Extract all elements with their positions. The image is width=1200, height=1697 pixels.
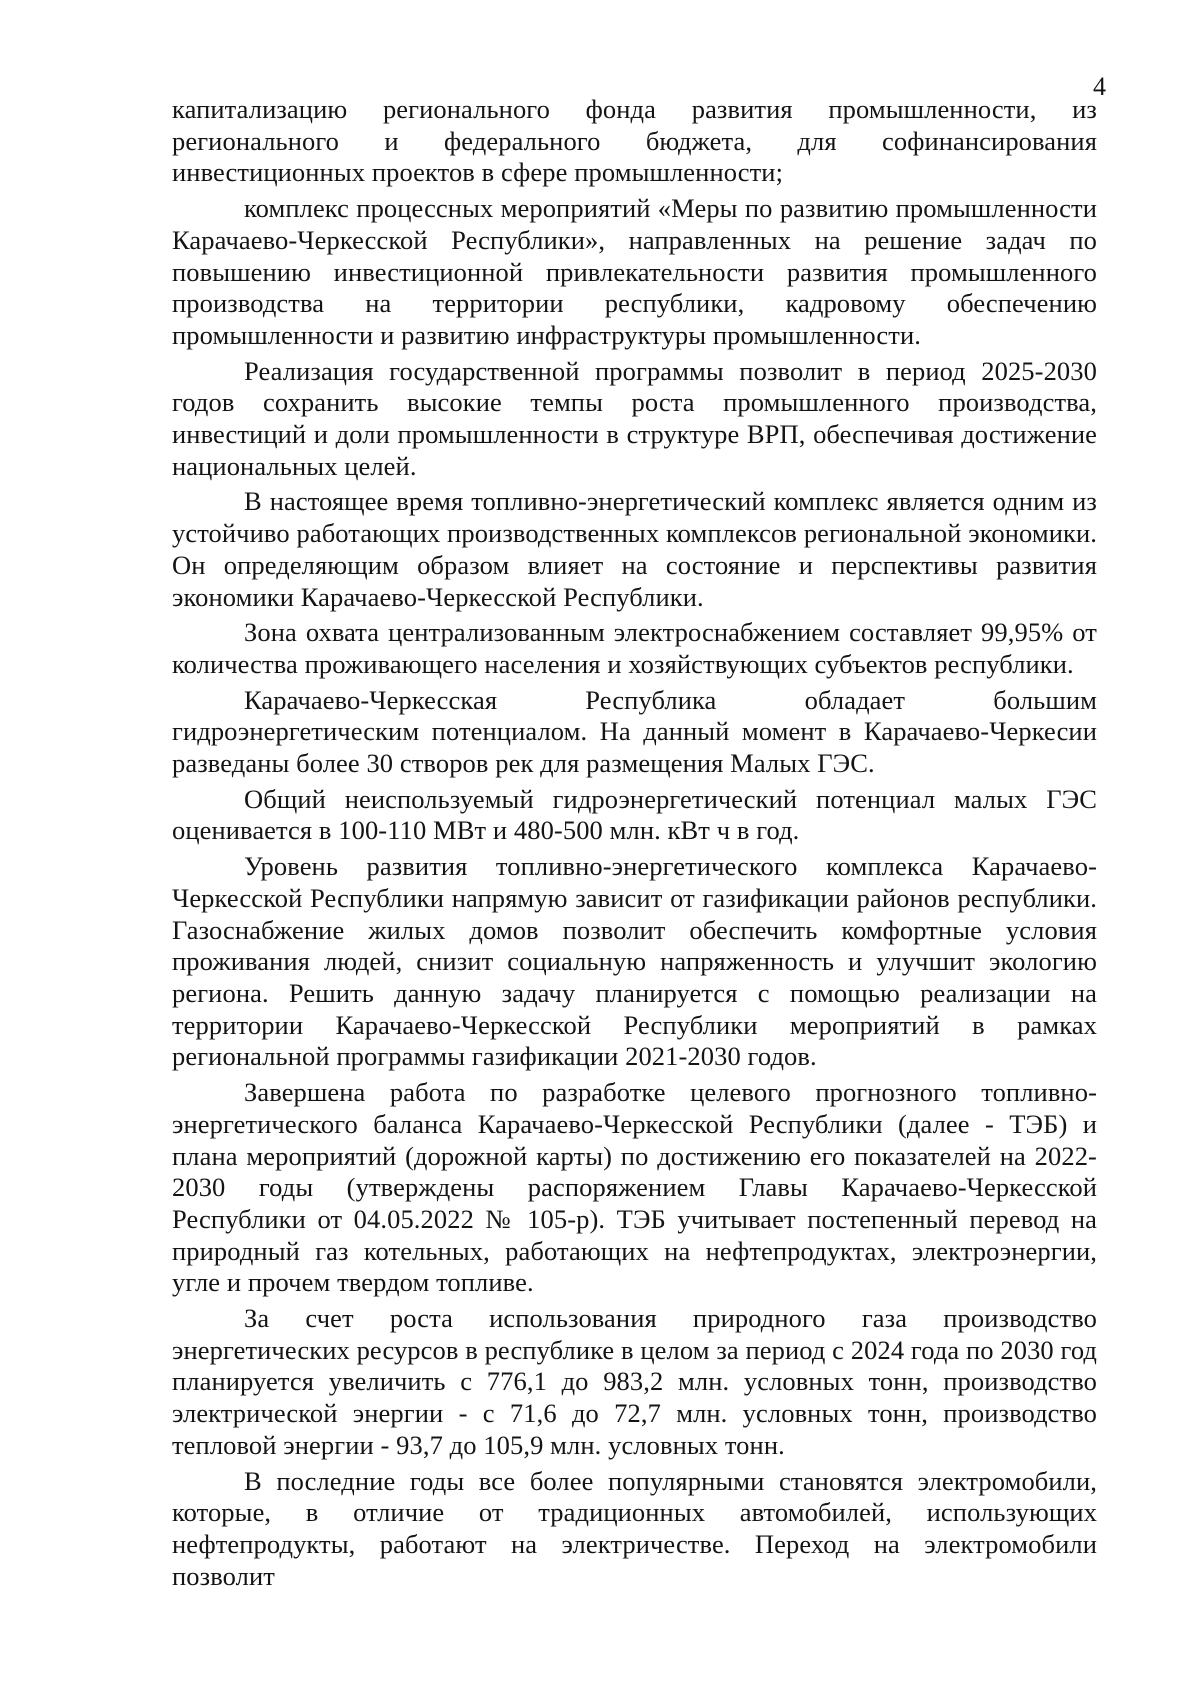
paragraph-hydro-potential: Карачаево-Черкесская Республика обладает большим гидроэнергетическим потенциалом. На данный момент в Карачаево-Черкесии разведаны более 30 створов рек для размещения Малых ГЭС. <box>172 684 1097 779</box>
paragraph-fuel-energy-complex: В настоящее время топливно-энергетический комплекс является одним из устойчиво работающих производственных комплексов региональной экономики. Он определяющим образом влияет на состояние и перспективы развития экономики Карачаево-Черкесской Республики. <box>172 486 1097 612</box>
paragraph-gasification: Уровень развития топливно-энергетического комплекса Карачаево-Черкесской Республики напрямую зависит от газификации районов республики. Газоснабжение жилых домов позволит обеспечить комфортные условия проживания людей, снизит социальную напряженность и улучшит экологию региона. Решить данную задачу планируется с помощью реализации на территории Карачаево-Черкесской Республики мероприятий в рамках региональной программы газификации 2021-2030 годов. <box>172 851 1097 1072</box>
paragraph-electric-vehicles: В последние годы все более популярными становятся электромобили, которые, в отличие от традиционных автомобилей, использующих нефтепродукты, работают на электричестве. Переход на электромобили позволит <box>172 1465 1097 1591</box>
paragraph-fund-capitalization: капитализацию регионального фонда развития промышленности, из регионального и федерального бюджета, для софинансирования инвестиционных проектов в сфере промышленности; <box>172 94 1097 188</box>
paragraph-process-measures: комплекс процессных мероприятий «Меры по развитию промышленности Карачаево-Черкесской Республики», направленных на решение задач по повышению инвестиционной привлекательности развития промышленного производства на территории республики, кадровому обеспечению промышленности и развитию инфраструктуры промышленности. <box>172 193 1097 350</box>
paragraph-small-hpp-potential: Общий неиспользуемый гидроэнергетический потенциал малых ГЭС оценивается в 100-110 МВт и 480-500 млн. кВт ч в год. <box>172 783 1097 846</box>
paragraph-power-supply-coverage: Зона охвата централизованным электроснабжением составляет 99,95% от количества проживающего населения и хозяйствующих субъектов республики. <box>172 617 1097 679</box>
paragraph-program-implementation: Реализация государственной программы позволит в период 2025-2030 годов сохранить высокие темпы роста промышленного производства, инвестиций и доли промышленности в структуре ВРП, обеспечивая достижение национальных целей. <box>172 355 1097 481</box>
paragraph-energy-production-forecast: За счет роста использования природного газа производство энергетических ресурсов в республике в целом за период с 2024 года по 2030 год планируется увеличить с 776,1 до 983,2 млн. условных тонн, производство электрической энергии - с 71,6 до 72,7 млн. условных тонн, производство тепловой энергии - 93,7 до 105,9 млн. условных тонн. <box>172 1303 1097 1460</box>
paragraph-energy-balance: Завершена работа по разработке целевого прогнозного топливно-энергетического баланса Карачаево-Черкесской Республики (далее - ТЭБ) и плана мероприятий (дорожной карты) по достижению его показателей на 2022-2030 годы (утверждены распоряжением Главы Карачаево-Черкесской Республики от 04.05.2022 № 105-р). ТЭБ учитывает постепенный перевод на природный газ котельных, работающих на нефтепродуктах, электроэнергии, угле и прочем твердом топливе. <box>172 1077 1097 1298</box>
body-text <box>172 94 1097 1596</box>
page-number: 4 <box>1093 72 1106 101</box>
